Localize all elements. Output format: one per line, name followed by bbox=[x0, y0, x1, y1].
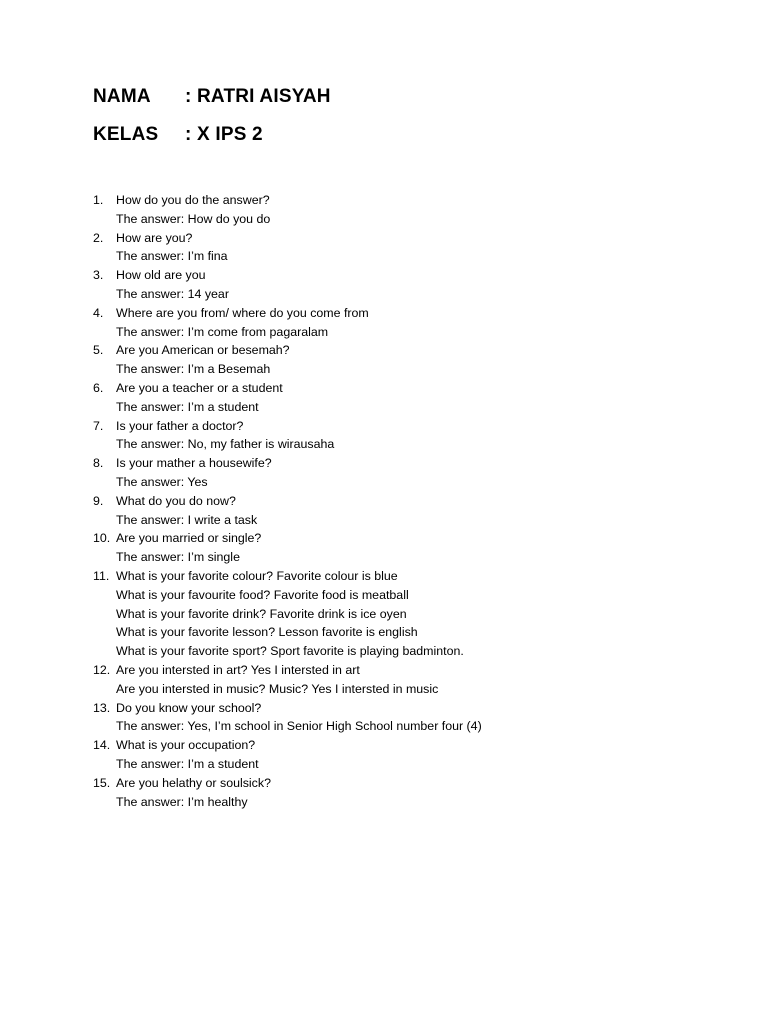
answer-text: The answer: I write a task bbox=[116, 512, 258, 527]
name-row bbox=[93, 86, 331, 124]
item-lines bbox=[116, 774, 271, 812]
list-item bbox=[93, 417, 482, 455]
list-item bbox=[93, 774, 482, 812]
question-text: Are you intersted in art? Yes I intersted in art bbox=[116, 662, 360, 677]
class-row bbox=[93, 124, 331, 162]
item-lines bbox=[116, 492, 257, 530]
list-item bbox=[93, 529, 482, 567]
item-lines bbox=[116, 699, 482, 737]
question-text: How old are you bbox=[116, 268, 206, 283]
list-item bbox=[93, 229, 482, 267]
question-text: What is your occupation? bbox=[116, 738, 256, 753]
student-header bbox=[93, 86, 331, 162]
list-item bbox=[93, 736, 482, 774]
question-text: How do you do the answer? bbox=[116, 193, 270, 207]
answer-text: The answer: I’m come from pagaralam bbox=[116, 324, 329, 339]
item-lines bbox=[116, 191, 270, 229]
answer-text: The answer: I’m a Besemah bbox=[116, 362, 271, 377]
item-number: 2. bbox=[93, 230, 104, 245]
answer-text: What is your favourite food? Favorite food is meatball bbox=[116, 587, 409, 602]
list-item bbox=[93, 191, 482, 229]
answer-text: The answer: I’m a student bbox=[116, 399, 259, 414]
question-text: How are you? bbox=[116, 230, 193, 245]
name-label: NAMA bbox=[93, 86, 151, 107]
item-lines bbox=[116, 417, 334, 455]
item-number: 14. bbox=[93, 738, 111, 753]
answer-text: The answer: 14 year bbox=[116, 286, 229, 301]
item-number: 7. bbox=[93, 418, 104, 433]
item-number: 9. bbox=[93, 493, 104, 508]
item-number: 15. bbox=[93, 775, 111, 790]
item-lines bbox=[116, 341, 290, 379]
item-number: 1. bbox=[93, 193, 104, 207]
list-item bbox=[93, 492, 482, 530]
answer-text: What is your favorite lesson? Lesson favorite is english bbox=[116, 625, 418, 640]
item-lines bbox=[116, 229, 228, 267]
item-number: 8. bbox=[93, 456, 104, 471]
answer-text: Are you intersted in music? Music? Yes I intersted in music bbox=[116, 681, 439, 696]
item-lines bbox=[116, 736, 259, 774]
question-text: What is your favorite colour? Favorite colour is blue bbox=[116, 568, 398, 583]
answer-text: The answer: Yes bbox=[116, 474, 208, 489]
list-item bbox=[93, 699, 482, 737]
item-number: 4. bbox=[93, 305, 104, 320]
list-item bbox=[93, 266, 482, 304]
list-item bbox=[93, 379, 482, 417]
item-number: 11. bbox=[93, 568, 110, 583]
list-item bbox=[93, 454, 482, 492]
item-number: 3. bbox=[93, 268, 104, 283]
question-text: Are you American or besemah? bbox=[116, 343, 290, 358]
answer-text: The answer: I’m fina bbox=[116, 249, 228, 264]
list-item bbox=[93, 661, 482, 699]
question-text: Is your father a doctor? bbox=[116, 418, 244, 433]
list-item bbox=[93, 341, 482, 379]
answer-text: The answer: No, my father is wirausaha bbox=[116, 437, 335, 452]
answer-text: The answer: Yes, I’m school in Senior High School number four (4) bbox=[116, 719, 482, 734]
answer-text: What is your favorite sport? Sport favorite is playing badminton. bbox=[116, 644, 464, 659]
question-text: Are you helathy or soulsick? bbox=[116, 775, 271, 790]
question-text: Is your mather a housewife? bbox=[116, 456, 272, 471]
question-text: What do you do now? bbox=[116, 493, 236, 508]
item-number: 13. bbox=[93, 700, 111, 715]
item-lines bbox=[116, 266, 229, 304]
item-lines bbox=[116, 661, 438, 699]
item-number: 10. bbox=[93, 531, 111, 546]
answer-text: The answer: I’m healthy bbox=[116, 794, 248, 809]
question-answer-list bbox=[93, 191, 482, 811]
class-value: : X IPS 2 bbox=[185, 124, 263, 145]
item-number: 5. bbox=[93, 343, 104, 358]
answer-text: The answer: How do you do bbox=[116, 211, 271, 226]
answer-text: The answer: I’m single bbox=[116, 550, 240, 565]
question-text: Do you know your school? bbox=[116, 700, 262, 715]
item-lines bbox=[116, 304, 369, 342]
item-lines bbox=[116, 529, 261, 567]
name-value: : RATRI AISYAH bbox=[185, 86, 331, 107]
answer-text: The answer: I’m a student bbox=[116, 756, 259, 771]
item-lines bbox=[116, 379, 283, 417]
answer-text: What is your favorite drink? Favorite drink is ice oyen bbox=[116, 606, 407, 621]
class-label: KELAS bbox=[93, 124, 159, 145]
item-lines bbox=[116, 567, 464, 661]
item-number: 6. bbox=[93, 380, 104, 395]
question-text: Are you a teacher or a student bbox=[116, 380, 283, 395]
list-item bbox=[93, 567, 482, 661]
question-text: Where are you from/ where do you come from bbox=[116, 305, 369, 320]
item-lines bbox=[116, 454, 272, 492]
question-text: Are you married or single? bbox=[116, 531, 262, 546]
item-number: 12. bbox=[93, 662, 111, 677]
list-item bbox=[93, 304, 482, 342]
